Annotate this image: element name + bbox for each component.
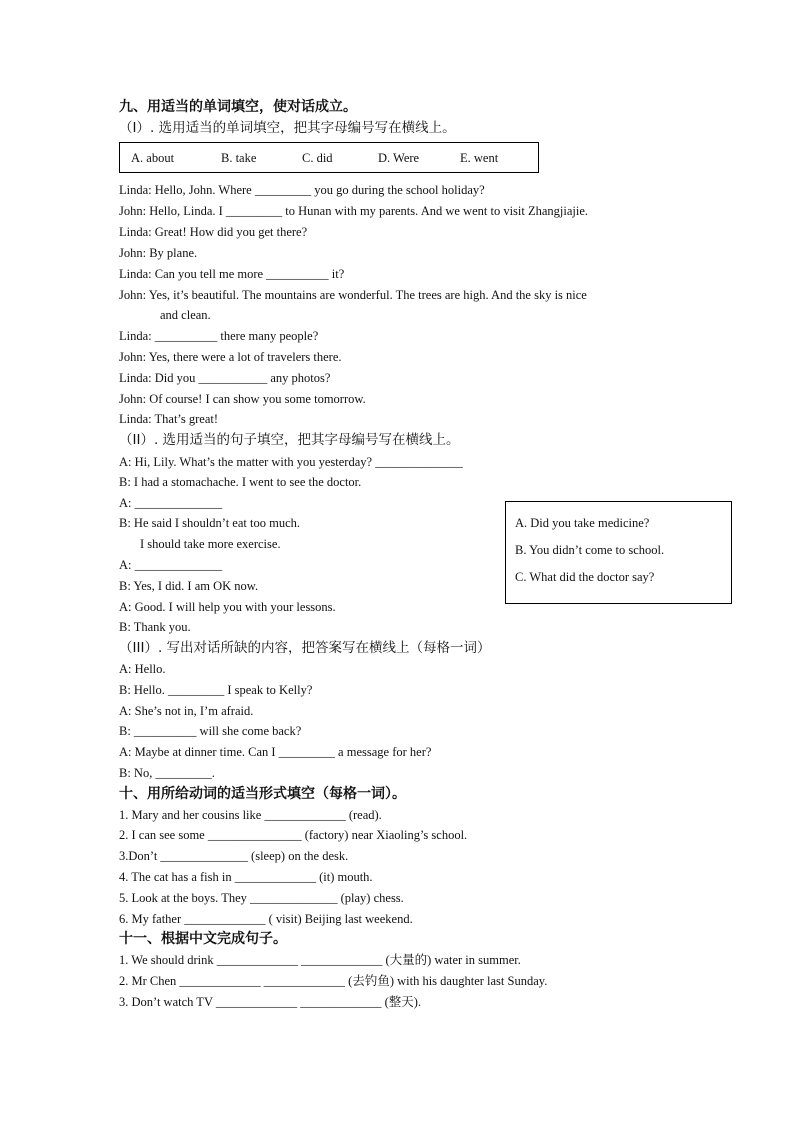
sentence-option-c: C. What did the doctor say? [515, 570, 655, 584]
dialogue-line: John: By plane. [119, 246, 198, 260]
dialogue-line: John: Of course! I can show you some tomorrow. [119, 392, 366, 406]
dialogue-line: A: Good. I will help you with your lessons. [119, 600, 336, 614]
part-2-heading: （II）. 选用适当的句子填空，把其字母编号写在横线上。 [119, 432, 460, 448]
exercise-line: 5. Look at the boys. They ______________ (play) chess. [119, 891, 404, 905]
dialogue-line: A: ______________ [119, 496, 223, 510]
dialogue-line: Linda: __________ there many people? [119, 329, 319, 343]
word-option-a: A. about [131, 151, 175, 165]
dialogue-line-continued: and clean. [160, 308, 211, 322]
dialogue-line: A: Maybe at dinner time. Can I _________ a message for her? [119, 745, 432, 759]
dialogue-line: B: I had a stomachache. I went to see the doctor. [119, 475, 362, 489]
exercise-line: 2. I can see some _______________ (factory) near Xiaoling’s school. [119, 828, 468, 842]
dialogue-line: B: Hello. _________ I speak to Kelly? [119, 683, 313, 697]
sentence-option-a: A. Did you take medicine? [515, 516, 650, 530]
exercise-line: 1. Mary and her cousins like _____________ (read). [119, 808, 382, 822]
word-option-e: E. went [460, 151, 499, 165]
dialogue-line: B: He said I shouldn’t eat too much. [119, 516, 300, 530]
dialogue-line: Linda: Did you ___________ any photos? [119, 371, 331, 385]
dialogue-line: B: Thank you. [119, 620, 191, 634]
dialogue-line: John: Yes, it’s beautiful. The mountains are wonderful. The trees are high. And the sky is nice [119, 288, 587, 302]
exercise-line: 6. My father _____________ ( visit) Beijing last weekend. [119, 912, 413, 926]
word-option-c: C. did [302, 151, 333, 165]
dialogue-line: B: No, _________. [119, 766, 215, 780]
section-10-title: 十、用所给动词的适当形式填空（每格一词）。 [119, 786, 406, 802]
exercise-line: 3. Don’t watch TV _____________ _____________ (整天). [119, 995, 422, 1009]
dialogue-line: Linda: Hello, John. Where _________ you go during the school holiday? [119, 183, 485, 197]
part-1-heading: （I）. 选用适当的单词填空，把其字母编号写在横线上。 [119, 120, 456, 136]
word-options-box [119, 142, 539, 173]
dialogue-line: A: Hello. [119, 662, 166, 676]
dialogue-line-continued: I should take more exercise. [140, 537, 281, 551]
exercise-line: 2. Mr Chen _____________ _____________ (去钓鱼) with his daughter last Sunday. [119, 974, 548, 988]
exercise-line: 4. The cat has a fish in _____________ (it) mouth. [119, 870, 373, 884]
dialogue-line: B: __________ will she come back? [119, 724, 302, 738]
word-option-b: B. take [221, 151, 257, 165]
dialogue-line: A: She’s not in, I’m afraid. [119, 704, 254, 718]
section-11-title: 十一、根据中文完成句子。 [119, 931, 287, 947]
exercise-line: 1. We should drink _____________ _____________ (大量的) water in summer. [119, 953, 521, 967]
dialogue-line: B: Yes, I did. I am OK now. [119, 579, 259, 593]
dialogue-line: Linda: Great! How did you get there? [119, 225, 308, 239]
dialogue-line: John: Hello, Linda. I _________ to Hunan with my parents. And we went to visit Zhangjiajie. [119, 204, 589, 218]
word-option-d: D. Were [378, 151, 420, 165]
sentence-options-box [505, 501, 732, 604]
dialogue-line: Linda: Can you tell me more __________ it? [119, 267, 345, 281]
dialogue-line: A: ______________ [119, 558, 223, 572]
dialogue-line: John: Yes, there were a lot of travelers there. [119, 350, 342, 364]
dialogue-line: A: Hi, Lily. What’s the matter with you yesterday? ______________ [119, 455, 463, 469]
dialogue-line: Linda: That’s great! [119, 412, 219, 426]
exercise-line: 3.Don’t ______________ (sleep) on the desk. [119, 849, 349, 863]
sentence-option-b: B. You didn’t come to school. [515, 543, 665, 557]
part-3-heading: （III）. 写出对话所缺的内容，把答案写在横线上（每格一词） [119, 640, 491, 656]
section-9-title: 九、用适当的单词填空，使对话成立。 [119, 99, 357, 115]
